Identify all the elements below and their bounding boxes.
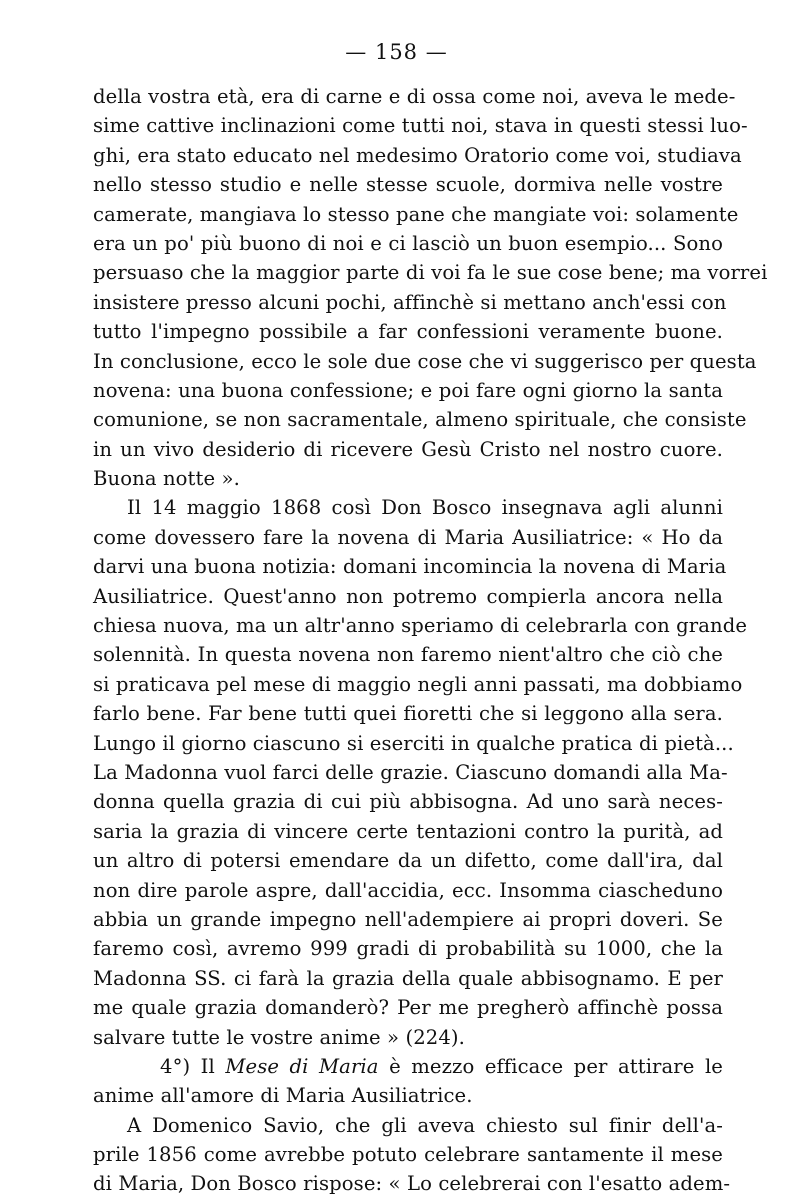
text-line: farlo bene. Far bene tutti quei fioretti che si leggono alla sera.: [93, 702, 723, 726]
text-line: insistere presso alcuni pochi, affinchè si mettano anch'essi con: [93, 290, 727, 314]
numbered-point-rest: è mezzo efficace per attirare le: [378, 1054, 724, 1078]
text-line: un altro di potersi emendare da un difetto, come dall'ira, dal: [93, 849, 723, 873]
page-number: — 158 —: [345, 40, 448, 64]
text-line: della vostra età, era di carne e di ossa come noi, aveva le mede-: [93, 85, 736, 108]
text-line: saria la grazia di vincere certe tentazioni contro la purità, ad: [93, 819, 723, 843]
text-line: Buona notte ».: [93, 467, 240, 491]
text-line: novena: una buona confessione; e poi fare ogni giorno la santa: [93, 378, 723, 402]
text-line: solennità. In questa novena non faremo nient'altro che ciò che: [93, 643, 723, 667]
paragraph-start-line: A Domenico Savio, che gli aveva chiesto sul finir dell'a-: [127, 1113, 723, 1137]
text-line: anime all'amore di Maria Ausiliatrice.: [93, 1084, 473, 1108]
text-line: me quale grazia domanderò? Per me pregherò affinchè possa: [93, 996, 723, 1020]
text-line: salvare tutte le vostre anime » (224).: [93, 1025, 465, 1049]
text-line: camerate, mangiava lo stesso pane che mangiate voi: solamente: [93, 202, 739, 226]
paragraph-start-line: Il 14 maggio 1868 così Don Bosco insegnava agli alunni: [127, 496, 723, 520]
text-line: come dovessero fare la novena di Maria Ausiliatrice: « Ho da: [93, 525, 723, 549]
text-line: Madonna SS. ci farà la grazia della quale abbisognamo. E per: [93, 966, 723, 990]
text-line: Lungo il giorno ciascuno si eserciti in qualche pratica di pietà...: [93, 731, 734, 755]
text-line: prile 1856 come avrebbe potuto celebrare santamente il mese: [93, 1143, 723, 1167]
text-line: abbia un grande impegno nell'adempiere ai propri doveri. Se: [93, 907, 723, 931]
italic-title: Mese di Maria: [225, 1054, 379, 1078]
text-line: darvi una buona notizia: domani incomincia la novena di Maria: [93, 555, 727, 579]
text-line: comunione, se non sacramentale, almeno spirituale, che consiste: [93, 408, 747, 432]
text-line: Ausiliatrice. Quest'anno non potremo compierla ancora nella: [93, 584, 723, 608]
numbered-point-prefix: 4°) Il: [160, 1054, 226, 1078]
text-line: nello stesso studio e nelle stesse scuole, dormiva nelle vostre: [93, 173, 723, 197]
text-line: di Maria, Don Bosco rispose: « Lo celebrerai con l'esatto adem-: [93, 1172, 731, 1196]
text-line: tutto l'impegno possibile a far confessioni veramente buone.: [93, 320, 723, 344]
text-line: chiesa nuova, ma un altr'anno speriamo di celebrarla con grande: [93, 614, 748, 638]
body-text: [93, 82, 768, 1199]
text-line: donna quella grazia di cui più abbisogna. Ad uno sarà neces-: [93, 790, 723, 814]
text-line: sime cattive inclinazioni come tutti noi, stava in questi stessi luo-: [93, 114, 748, 138]
numbered-point-line: [93, 1052, 723, 1081]
text-line: faremo così, avremo 999 gradi di probabilità su 1000, che la: [93, 937, 723, 961]
text-line: In conclusione, ecco le sole due cose che vi suggerisco per questa: [93, 349, 757, 373]
text-line: in un vivo desiderio di ricevere Gesù Cristo nel nostro cuore.: [93, 437, 723, 461]
text-line: si praticava pel mese di maggio negli anni passati, ma dobbiamo: [93, 672, 743, 696]
text-line: persuaso che la maggior parte di voi fa le sue cose bene; ma vorrei: [93, 261, 768, 285]
text-line: non dire parole aspre, dall'accidia, ecc. Insomma ciascheduno: [93, 878, 723, 902]
text-line: era un po' più buono di noi e ci lasciò un buon esempio... Sono: [93, 231, 723, 255]
text-line: ghi, era stato educato nel medesimo Oratorio come voi, studiava: [93, 143, 742, 167]
text-line: La Madonna vuol farci delle grazie. Ciascuno domandi alla Ma-: [93, 760, 728, 784]
